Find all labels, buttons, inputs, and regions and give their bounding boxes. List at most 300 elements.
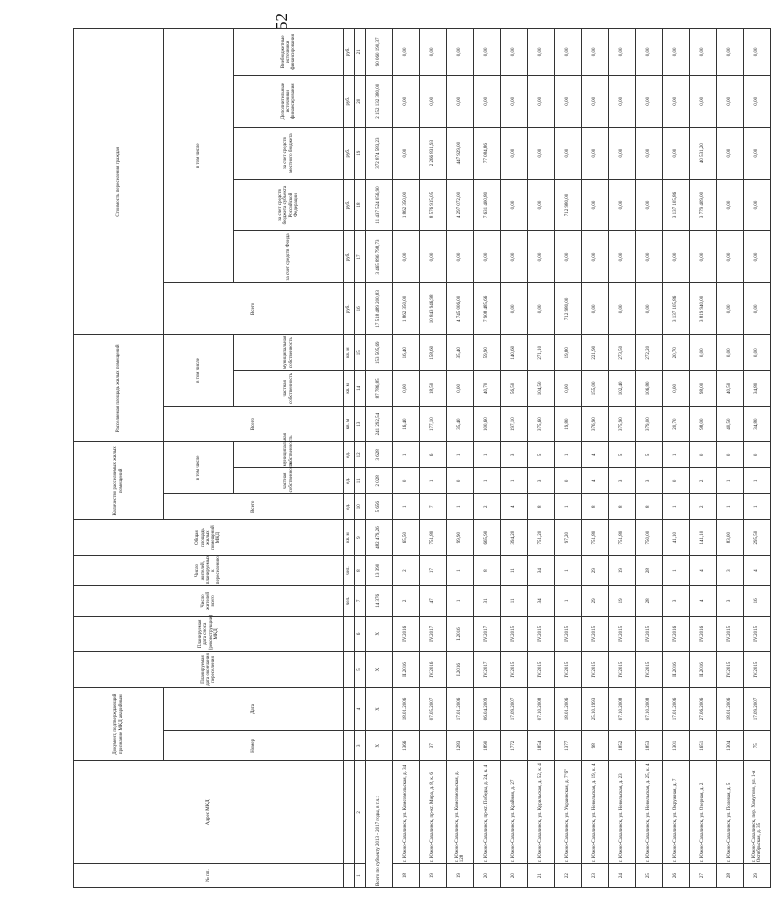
cell-address: г. Южно-Сахалинск, ул. Озерная, д. 2 bbox=[690, 761, 717, 864]
cell-res: 28 bbox=[636, 586, 663, 616]
header-cost-total: Всего bbox=[164, 283, 344, 335]
unit-cell: руб. bbox=[344, 127, 355, 179]
cell-res: 2 bbox=[393, 586, 420, 616]
cell-am: 140,60 bbox=[501, 335, 528, 371]
cell-doc-date: 07.10.2008 bbox=[636, 687, 663, 730]
cell-doc-no: 1852 bbox=[609, 731, 636, 761]
cell-no: 26 bbox=[663, 864, 690, 888]
header-residents: Число жителей всего bbox=[74, 586, 344, 616]
cell-sl: 0,00 bbox=[609, 127, 636, 179]
cell-at: 16,40 bbox=[393, 406, 420, 442]
cell-reloc: II.2016 bbox=[690, 652, 717, 688]
cell-cp: 0 bbox=[555, 468, 582, 494]
cell-sa: 0,00 bbox=[501, 75, 528, 127]
cell-ap: 104,50 bbox=[528, 371, 555, 407]
cell-address: г. Южно-Сахалинск, ул. Невельская, д. 19, к. 4 bbox=[582, 761, 609, 864]
table-body bbox=[366, 29, 771, 888]
cell-cm: 5 bbox=[609, 442, 636, 468]
cell-area: 295,50 bbox=[744, 520, 771, 556]
cell-se: 0,00 bbox=[420, 29, 447, 76]
cell-reloc: IV.2015 bbox=[717, 652, 744, 688]
cell-area: 751,80 bbox=[420, 520, 447, 556]
cell-am: 35,40 bbox=[447, 335, 474, 371]
cell-am: 0,00 bbox=[690, 335, 717, 371]
cell-ct: 8 bbox=[636, 494, 663, 520]
column-numbers-row bbox=[355, 29, 366, 888]
cell-plan: 29 bbox=[582, 555, 609, 585]
cell-address: г. Южно-Сахалинск, ул. Полевая, д. 5 bbox=[717, 761, 744, 864]
cell-area: 751,20 bbox=[528, 520, 555, 556]
cell-area: 65,50 bbox=[393, 520, 420, 556]
cell-sa: 0,00 bbox=[663, 75, 690, 127]
cell-sl: 0,00 bbox=[744, 127, 771, 179]
cell-ct: 7 bbox=[420, 494, 447, 520]
cell-doc-date: 18.01.2006 bbox=[717, 687, 744, 730]
cell-ap: 0,00 bbox=[393, 371, 420, 407]
cell-doc-no: 1377 bbox=[555, 731, 582, 761]
cell-res: 31 bbox=[474, 586, 501, 616]
cell-ss: 0,00 bbox=[636, 179, 663, 231]
cell-ss: 0,00 bbox=[717, 179, 744, 231]
total-cell: 11 437 524 056,90 bbox=[366, 179, 393, 231]
cell-st: 0,00 bbox=[636, 283, 663, 335]
cell-sa: 0,00 bbox=[609, 75, 636, 127]
cell-area: 751,80 bbox=[582, 520, 609, 556]
column-number: 17 bbox=[355, 231, 366, 283]
cell-doc-no: 1772 bbox=[501, 731, 528, 761]
cell-ct: 2 bbox=[474, 494, 501, 520]
cell-address: г. Южно-Сахалинск, пер. Хомутово, ул. 1-я Октябрьская, д. 35 bbox=[744, 761, 771, 864]
cell-doc-date: 27.06.2006 bbox=[690, 687, 717, 730]
cell-area: 751,80 bbox=[609, 520, 636, 556]
column-number: 10 bbox=[355, 494, 366, 520]
cell-se: 0,00 bbox=[582, 29, 609, 76]
cell-am: 16,40 bbox=[393, 335, 420, 371]
cell-at: 376,90 bbox=[582, 406, 609, 442]
cell-demol: IV.2015 bbox=[582, 616, 609, 652]
cell-ct: 1 bbox=[717, 494, 744, 520]
cell-cp: 3 bbox=[636, 468, 663, 494]
cell-sa: 0,00 bbox=[420, 75, 447, 127]
cell-demol: IV.2015 bbox=[528, 616, 555, 652]
header-doc-date: Дата bbox=[164, 687, 344, 730]
cell-reloc: IV.2017 bbox=[474, 652, 501, 688]
column-number: 2 bbox=[355, 761, 366, 864]
cell-cp: 1 bbox=[420, 468, 447, 494]
cell-ss: 3 137 105,86 bbox=[663, 179, 690, 231]
cell-ss: 3 779 409,00 bbox=[690, 179, 717, 231]
cell-doc-no: 1304 bbox=[717, 731, 744, 761]
cell-plan: 1 bbox=[663, 555, 690, 585]
total-cell: 3 465 896 798,73 bbox=[366, 231, 393, 283]
cell-address: г. Южно-Сахалинск, ул. Комсомольская, д. 128 bbox=[447, 761, 474, 864]
cell-reloc: IV.2015 bbox=[501, 652, 528, 688]
cell-demol: IV.2015 bbox=[555, 616, 582, 652]
cell-doc-date: 17.09.2007 bbox=[744, 687, 771, 730]
total-cell: X bbox=[366, 731, 393, 761]
cell-ap: 18,50 bbox=[420, 371, 447, 407]
cell-demol: IV.2016 bbox=[663, 616, 690, 652]
header-area-in-that: в том числе bbox=[164, 335, 234, 406]
cell-doc-no: 1854 bbox=[528, 731, 555, 761]
cell-doc-date: 18.01.2006 bbox=[393, 687, 420, 730]
cell-ap: 155,00 bbox=[582, 371, 609, 407]
cell-st: 0,00 bbox=[744, 283, 771, 335]
unit-cell: кв. м bbox=[344, 335, 355, 371]
cell-sl: 0,00 bbox=[501, 127, 528, 179]
cell-st: 0,00 bbox=[609, 283, 636, 335]
cell-se: 0,00 bbox=[555, 29, 582, 76]
cell-demol: I.2016 bbox=[447, 616, 474, 652]
total-cell: 3 628 bbox=[366, 442, 393, 468]
cell-am: 19,80 bbox=[555, 335, 582, 371]
cell-am: 273,50 bbox=[609, 335, 636, 371]
cell-address: г. Южно-Сахалинск, ул. Окружная, д. 7 bbox=[663, 761, 690, 864]
unit-cell: кв. м bbox=[344, 406, 355, 442]
cell-at: 375,90 bbox=[609, 406, 636, 442]
table-head bbox=[74, 29, 366, 888]
total-cell: X bbox=[366, 652, 393, 688]
column-number: 9 bbox=[355, 520, 366, 556]
rotated-sheet bbox=[73, 28, 762, 888]
cell-ct: 2 bbox=[690, 494, 717, 520]
cell-no: 25 bbox=[636, 864, 663, 888]
header-residents-planned: Число жителей, планируемых к переселению bbox=[74, 555, 344, 585]
cell-am: 221,90 bbox=[582, 335, 609, 371]
cell-plan: 17 bbox=[420, 555, 447, 585]
header-count-municipal: муниципальная собственность bbox=[234, 442, 344, 468]
unit-cell: ед. bbox=[344, 442, 355, 468]
cell-cp: 0 bbox=[663, 468, 690, 494]
cell-no: 19 bbox=[447, 864, 474, 888]
cell-sf: 0,00 bbox=[420, 231, 447, 283]
cell-at: 379,00 bbox=[636, 406, 663, 442]
total-cell: 2 028 bbox=[366, 468, 393, 494]
cell-res: 11 bbox=[501, 586, 528, 616]
column-number: 18 bbox=[355, 179, 366, 231]
cell-doc-no: 1301 bbox=[663, 731, 690, 761]
cell-plan: 3 bbox=[717, 555, 744, 585]
cell-address: г. Южно-Сахалинск, ул. Комсомольская, д. 34 bbox=[393, 761, 420, 864]
cell-ss: 0,00 bbox=[501, 179, 528, 231]
cell-sl: 40 531,20 bbox=[690, 127, 717, 179]
column-number: 11 bbox=[355, 468, 366, 494]
cell-sl: 0,00 bbox=[663, 127, 690, 179]
cell-st: 0,00 bbox=[582, 283, 609, 335]
cell-sf: 0,00 bbox=[555, 231, 582, 283]
unit-cell: руб. bbox=[344, 283, 355, 335]
cell-ap: 98,00 bbox=[690, 371, 717, 407]
header-planned-relocation: Планируемая дата окончания переселения bbox=[74, 652, 344, 688]
cell-doc-date: 06.04.2009 bbox=[474, 687, 501, 730]
table-row bbox=[609, 29, 636, 888]
cell-st: 4 745 006,00 bbox=[447, 283, 474, 335]
cell-ap: 102,40 bbox=[609, 371, 636, 407]
cell-cm: 1 bbox=[447, 442, 474, 468]
unit-cell: руб. bbox=[344, 29, 355, 76]
cell-sf: 0,00 bbox=[744, 231, 771, 283]
column-number: 13 bbox=[355, 406, 366, 442]
cell-sa: 0,00 bbox=[744, 75, 771, 127]
cell-sf: 0,00 bbox=[447, 231, 474, 283]
cell-ap: 0,00 bbox=[555, 371, 582, 407]
unit-cell: чел. bbox=[344, 586, 355, 616]
cell-doc-date: 07.05.2007 bbox=[420, 687, 447, 730]
cell-sf: 0,00 bbox=[690, 231, 717, 283]
cell-demol: IV.2015 bbox=[501, 616, 528, 652]
cell-sa: 0,00 bbox=[582, 75, 609, 127]
unit-cell: чел. bbox=[344, 555, 355, 585]
cell-no: 20 bbox=[474, 864, 501, 888]
cell-ct: 4 bbox=[501, 494, 528, 520]
cell-area: 750,00 bbox=[636, 520, 663, 556]
cell-address: г. Южно-Сахалинск, ул. Курильская, д. 52, к. 4 bbox=[528, 761, 555, 864]
cell-se: 0,00 bbox=[744, 29, 771, 76]
cell-sl: 77 084,86 bbox=[474, 127, 501, 179]
table-row bbox=[690, 29, 717, 888]
table-row bbox=[393, 29, 420, 888]
cell-reloc: I.2016 bbox=[447, 652, 474, 688]
total-cell: 90 060 190,37 bbox=[366, 29, 393, 76]
cell-no: 22 bbox=[555, 864, 582, 888]
cell-sl: 0,00 bbox=[555, 127, 582, 179]
cell-ap: 106,80 bbox=[636, 371, 663, 407]
column-number: 3 bbox=[355, 731, 366, 761]
total-cell: 153 505,69 bbox=[366, 335, 393, 371]
column-number: 6 bbox=[355, 616, 366, 652]
cell-no: 24 bbox=[609, 864, 636, 888]
cell-res: 4 bbox=[690, 586, 717, 616]
unit-cell: руб. bbox=[344, 231, 355, 283]
cell-se: 0,00 bbox=[393, 29, 420, 76]
cell-area: 41,10 bbox=[663, 520, 690, 556]
cell-plan: 4 bbox=[690, 555, 717, 585]
header-num: № пп. bbox=[74, 864, 344, 888]
cell-sl: 2 266 831,93 bbox=[420, 127, 447, 179]
cell-st: 0,00 bbox=[501, 283, 528, 335]
cell-doc-date: 25.10.1993 bbox=[582, 687, 609, 730]
cell-se: 0,00 bbox=[474, 29, 501, 76]
cell-plan: 8 bbox=[474, 555, 501, 585]
cell-ss: 0,00 bbox=[744, 179, 771, 231]
cell-reloc: IV.2015 bbox=[582, 652, 609, 688]
cell-ct: 8 bbox=[582, 494, 609, 520]
column-number: 15 bbox=[355, 335, 366, 371]
cell-st: 0,00 bbox=[717, 283, 744, 335]
cell-no: 19 bbox=[420, 864, 447, 888]
cell-address: г. Южно-Сахалинск, ул. Невельская, д. 25, к. 4 bbox=[636, 761, 663, 864]
table-row bbox=[501, 29, 528, 888]
cell-plan: 34 bbox=[528, 555, 555, 585]
cell-am: 272,20 bbox=[636, 335, 663, 371]
cell-address: г. Южно-Сахалинск, ул. Украинская, д. 7"б" bbox=[555, 761, 582, 864]
cell-reloc: IV.2016 bbox=[420, 652, 447, 688]
header-area-group: Расселяемая площадь жилых помещений bbox=[74, 335, 164, 442]
total-cell: 241 292,54 bbox=[366, 406, 393, 442]
header-cost-group: Стоимость переселения граждан bbox=[74, 29, 164, 335]
cell-at: 375,60 bbox=[528, 406, 555, 442]
cell-sa: 0,00 bbox=[690, 75, 717, 127]
table-row bbox=[744, 29, 771, 888]
cell-at: 100,60 bbox=[474, 406, 501, 442]
cell-sl: 0,00 bbox=[717, 127, 744, 179]
cell-reloc: IV.2015 bbox=[555, 652, 582, 688]
cell-no: 28 bbox=[717, 864, 744, 888]
total-row bbox=[366, 29, 393, 888]
cell-reloc: II.2016 bbox=[393, 652, 420, 688]
cell-ap: 0,00 bbox=[663, 371, 690, 407]
header-area-total: Всего bbox=[164, 406, 344, 442]
cell-cm: 4 bbox=[582, 442, 609, 468]
cell-st: 10 843 946,98 bbox=[420, 283, 447, 335]
cell-sa: 0,00 bbox=[636, 75, 663, 127]
cell-doc-date: 07.10.2008 bbox=[609, 687, 636, 730]
cell-cm: 0 bbox=[717, 442, 744, 468]
total-cell: 2 152 132 380,00 bbox=[366, 75, 393, 127]
header-count-group: Количество расселяемых жилых помещений bbox=[74, 442, 164, 520]
cell-cm: 1 bbox=[555, 442, 582, 468]
table-row bbox=[717, 29, 744, 888]
cell-se: 0,00 bbox=[609, 29, 636, 76]
cell-demol: IV.2015 bbox=[609, 616, 636, 652]
column-number: 8 bbox=[355, 555, 366, 585]
cell-sf: 0,00 bbox=[609, 231, 636, 283]
cell-st: 0,00 bbox=[528, 283, 555, 335]
header-planned-demolition: Планируемая дата сноса (реконструкции) МКД bbox=[74, 616, 344, 652]
relocation-table bbox=[73, 28, 771, 888]
cell-sf: 0,00 bbox=[636, 231, 663, 283]
cell-st: 712 980,00 bbox=[555, 283, 582, 335]
cell-cp: 1 bbox=[501, 468, 528, 494]
cell-plan: 19 bbox=[609, 555, 636, 585]
cell-am: 0,00 bbox=[744, 335, 771, 371]
column-number: 4 bbox=[355, 687, 366, 730]
header-count-total: Всего bbox=[164, 494, 344, 520]
cell-sf: 0,00 bbox=[663, 231, 690, 283]
cell-st: 3 137 105,86 bbox=[663, 283, 690, 335]
cell-cm: 1 bbox=[474, 442, 501, 468]
cell-address: г. Южно-Сахалинск, ул. Крайняя, д. 27 bbox=[501, 761, 528, 864]
cell-sl: 0,00 bbox=[528, 127, 555, 179]
cell-sa: 0,00 bbox=[717, 75, 744, 127]
cell-plan: 11 bbox=[501, 555, 528, 585]
cell-se: 0,00 bbox=[636, 29, 663, 76]
header-cost-subject: за счет средств бюджета субъекта Российской Федерации bbox=[234, 179, 344, 231]
cell-ss: 1 862 350,00 bbox=[393, 179, 420, 231]
cell-ap: 40,50 bbox=[717, 371, 744, 407]
header-area-municipal: муниципальная собственность bbox=[234, 335, 344, 371]
cell-cm: 1 bbox=[663, 442, 690, 468]
cell-cm: 1 bbox=[393, 442, 420, 468]
cell-res: 3 bbox=[717, 586, 744, 616]
cell-at: 20,70 bbox=[663, 406, 690, 442]
cell-cp: 1 bbox=[717, 468, 744, 494]
column-number: 16 bbox=[355, 283, 366, 335]
cell-reloc: IV.2015 bbox=[609, 652, 636, 688]
total-cell: 482 479,26 bbox=[366, 520, 393, 556]
cell-demol: IV.2017 bbox=[420, 616, 447, 652]
cell-cm: 5 bbox=[636, 442, 663, 468]
cell-doc-no: 37 bbox=[420, 731, 447, 761]
total-cell: 13 390 bbox=[366, 555, 393, 585]
cell-ct: 8 bbox=[528, 494, 555, 520]
cell-res: 34 bbox=[528, 586, 555, 616]
cell-sa: 0,00 bbox=[474, 75, 501, 127]
cell-am: 158,60 bbox=[420, 335, 447, 371]
cell-area: 97,20 bbox=[555, 520, 582, 556]
cell-cm: 6 bbox=[420, 442, 447, 468]
cell-doc-no: 1366 bbox=[393, 731, 420, 761]
cell-ct: 8 bbox=[609, 494, 636, 520]
cell-plan: 1 bbox=[447, 555, 474, 585]
cell-demol: IV.2017 bbox=[474, 616, 501, 652]
unit-cell: руб. bbox=[344, 75, 355, 127]
cell-am: 59,90 bbox=[474, 335, 501, 371]
cell-ap: 0,00 bbox=[447, 371, 474, 407]
cell-ss: 8 576 915,05 bbox=[420, 179, 447, 231]
cell-cp: 0 bbox=[447, 468, 474, 494]
total-cell: 5 656 bbox=[366, 494, 393, 520]
cell-plan: 2 bbox=[393, 555, 420, 585]
cell-sf: 0,00 bbox=[582, 231, 609, 283]
table-row bbox=[663, 29, 690, 888]
header-cost-extrabudget: Внебюджетные источники финансирования bbox=[234, 29, 344, 76]
cell-address: г. Южно-Сахалинск, ул. Невельская, д. 23 bbox=[609, 761, 636, 864]
cell-area: 99,90 bbox=[447, 520, 474, 556]
cell-sf: 0,00 bbox=[501, 231, 528, 283]
cell-doc-no: 75 bbox=[744, 731, 771, 761]
cell-area: 665,90 bbox=[474, 520, 501, 556]
cell-st: 1 862 350,00 bbox=[393, 283, 420, 335]
cell-doc-date: 17.09.2007 bbox=[501, 687, 528, 730]
cell-se: 0,00 bbox=[663, 29, 690, 76]
cell-cp: 3 bbox=[528, 468, 555, 494]
column-number: 21 bbox=[355, 29, 366, 76]
cell-st: 3 819 940,00 bbox=[690, 283, 717, 335]
cell-cp: 3 bbox=[609, 468, 636, 494]
header-doc-number: Номер bbox=[164, 731, 344, 761]
unit-cell: ед. bbox=[344, 494, 355, 520]
total-cell: 87 786,85 bbox=[366, 371, 393, 407]
column-number: 1 bbox=[355, 864, 366, 888]
cell-sf: 0,00 bbox=[393, 231, 420, 283]
cell-plan: 28 bbox=[636, 555, 663, 585]
cell-doc-date: 07.10.2008 bbox=[528, 687, 555, 730]
cell-st: 7 908 485,66 bbox=[474, 283, 501, 335]
cell-se: 0,00 bbox=[690, 29, 717, 76]
cell-res: 47 bbox=[420, 586, 447, 616]
cell-ap: 56,50 bbox=[501, 371, 528, 407]
cell-doc-date: 17.01.2006 bbox=[663, 687, 690, 730]
cell-se: 0,00 bbox=[447, 29, 474, 76]
table-row bbox=[636, 29, 663, 888]
header-count-private: частная собственность bbox=[234, 468, 344, 494]
cell-sa: 0,00 bbox=[393, 75, 420, 127]
cell-doc-no: 98 bbox=[582, 731, 609, 761]
cell-ct: 1 bbox=[663, 494, 690, 520]
page-number: 52 bbox=[272, 13, 291, 30]
cell-res: 1 bbox=[555, 586, 582, 616]
cell-reloc: IV.2015 bbox=[528, 652, 555, 688]
cell-ss: 0,00 bbox=[528, 179, 555, 231]
cell-res: 16 bbox=[744, 586, 771, 616]
cell-no: 20 bbox=[501, 864, 528, 888]
unit-cell: ед. bbox=[344, 468, 355, 494]
unit-cell: руб. bbox=[344, 179, 355, 231]
cell-reloc: II.2016 bbox=[663, 652, 690, 688]
cell-se: 0,00 bbox=[501, 29, 528, 76]
cell-at: 35,40 bbox=[447, 406, 474, 442]
